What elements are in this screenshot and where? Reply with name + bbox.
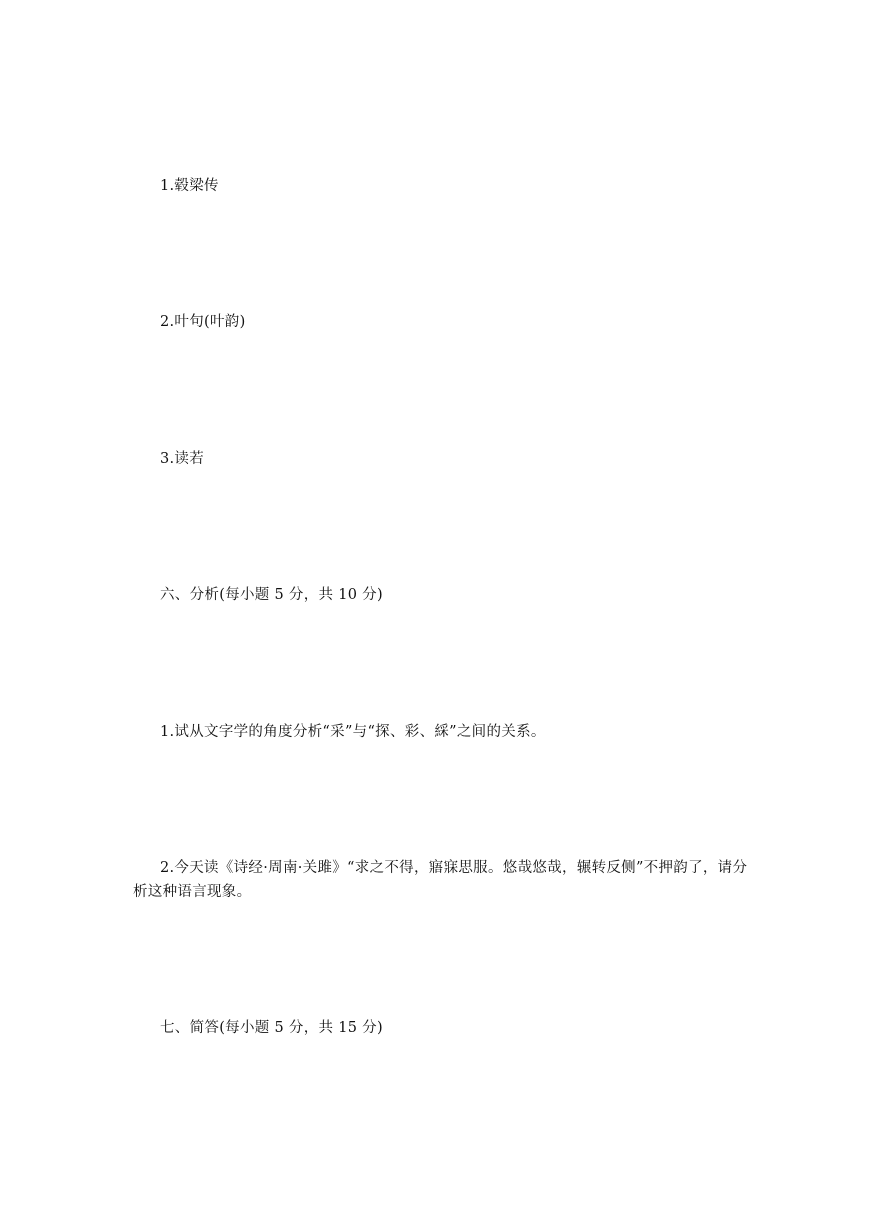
question-analysis-2: 2.今天读《诗经·周南·关雎》“求之不得，寤寐思服。悠哉悠哉，辗转反侧”不押韵了，请分析这种语言现象。 <box>133 860 748 900</box>
section-heading-short-answer: 七、简答(每小题 5 分，共 15 分) <box>160 1020 383 1036</box>
term-gulang-zhuan: 1.毂梁传 <box>160 178 219 194</box>
question-analysis-1: 1.试从文字学的角度分析“采”与“探、彩、綵”之间的关系。 <box>160 724 546 740</box>
term-xie-ju: 2.叶句(叶韵) <box>160 314 246 330</box>
section-heading-analysis: 六、分析(每小题 5 分，共 10 分) <box>160 587 383 603</box>
term-du-ruo: 3.读若 <box>160 451 205 467</box>
